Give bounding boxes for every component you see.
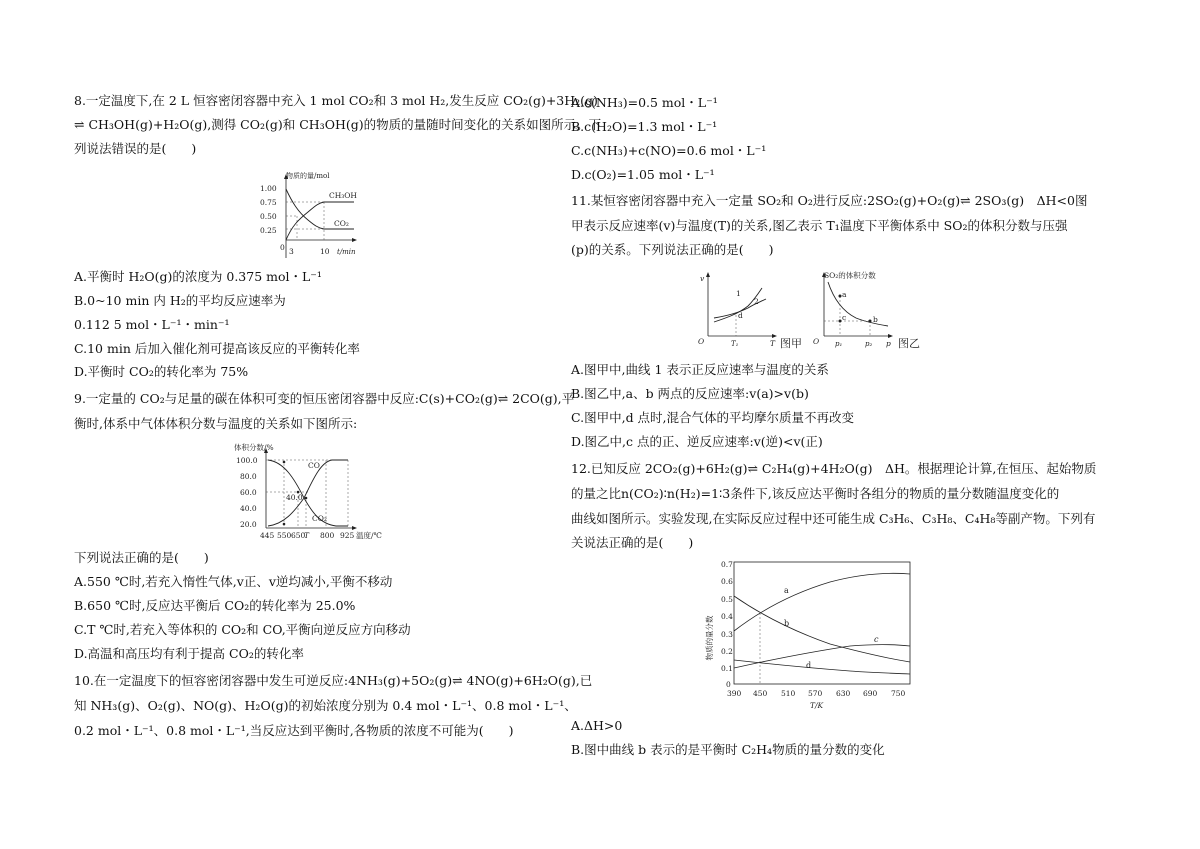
q12-ytick-01: 0.1 (721, 664, 733, 673)
q11-option-d: D.图乙中,c 点的正、逆反应速率:v(逆)<v(正) (571, 434, 823, 449)
q8-xtick-10: 10 (320, 247, 330, 256)
q12-xtick-390: 390 (727, 689, 742, 698)
q8-ytick-025: 0.25 (260, 226, 277, 235)
q10-option-a: A.c(NH₃)=0.5 mol・L⁻¹ (571, 95, 718, 110)
q11-yi-x-arrow (888, 334, 893, 338)
q9-ytick-100: 100.0 (236, 456, 258, 465)
q12-curve-c (734, 645, 910, 669)
q11-stem-line-2: 甲表示反应速率(v)与温度(T)的关系,图乙表示 T₁温度下平衡体系中 SO₂的体积分数与压强 (571, 218, 1068, 233)
q10-option-c: C.c(NH₃)+c(NO)=0.6 mol・L⁻¹ (571, 143, 767, 158)
q9-y-label: 体积分数/% (234, 443, 274, 452)
q11-yi-p1: p₁ (835, 340, 843, 348)
q12-ytick-06: 0.6 (721, 577, 733, 586)
q10-stem-line-3: 0.2 mol・L⁻¹、0.8 mol・L⁻¹,当反应达到平衡时,各物质的浓度不可能为( ) (74, 723, 514, 738)
q12-xtick-510: 510 (781, 689, 796, 698)
q9-figure (228, 440, 388, 542)
q9-xtick-925: 925 (340, 531, 355, 540)
q12-label-c: c (874, 635, 879, 644)
q9-stem-line-2: 衡时,体系中气体体积分数与温度的关系如下图所示: (74, 416, 358, 431)
q8-option-b-cont: 0.112 5 mol・L⁻¹・min⁻¹ (74, 317, 230, 332)
q8-option-c: C.10 min 后加入催化剂可提高该反应的平衡转化率 (74, 341, 360, 356)
q11-jia-caption: 图甲 (780, 337, 802, 350)
q9-ytick-20: 20.0 (240, 520, 257, 529)
q9-xtick-650: 650 (291, 531, 306, 540)
q8-ytick-050: 0.50 (260, 212, 277, 221)
q11-jia-x-arrow (772, 334, 777, 338)
q11-yi-y-label: SO₂的体积分数 (824, 271, 876, 280)
q9-xtick-800: 800 (320, 531, 335, 540)
q9-point-t (305, 497, 308, 500)
q11-stem-line-3: (p)的关系。下列说法正确的是( ) (571, 242, 774, 257)
q11-option-a: A.图甲中,曲线 1 表示正反应速率与温度的关系 (571, 362, 829, 377)
q11-yi-label-b: b (873, 315, 878, 324)
q12-stem-line-4: 关说法正确的是( ) (571, 535, 694, 550)
q12-x-label: T/K (810, 701, 824, 710)
q11-stem-line-1: 11.某恒容密闭容器中充入一定量 SO₂和 O₂进行反应:2SO₂(g)+O₂(g)⇌ 2SO₃(g) ΔH<0图 (571, 193, 1088, 208)
q12-label-a: a (784, 586, 789, 595)
q12-ytick-03: 0.3 (721, 630, 733, 639)
q11-yi-curve (828, 282, 888, 326)
q12-ytick-02: 0.2 (721, 647, 733, 656)
q10-option-b: B.c(H₂O)=1.3 mol・L⁻¹ (571, 119, 718, 134)
q11-jia-label-2: 2 (754, 297, 759, 306)
q8-x-label: t/min (337, 248, 356, 256)
q9-option-a: A.550 ℃时,若充入惰性气体,v正、v逆均减小,平衡不移动 (74, 574, 393, 589)
q12-ytick-04: 0.4 (721, 612, 733, 621)
q12-curve-b (734, 596, 910, 662)
q11-jia-y-arrow (706, 272, 710, 277)
q9-stem-line-1: 9.一定量的 CO₂与足量的碳在体积可变的恒压密闭容器中反应:C(s)+CO₂(g)⇌ 2CO(g),平 (74, 391, 575, 406)
q11-yi-origin: O (813, 337, 820, 346)
q12-xtick-450: 450 (753, 689, 768, 698)
q12-curve-a (734, 573, 910, 631)
q8-option-b: B.0~10 min 内 H₂的平均反应速率为 (74, 293, 286, 308)
q11-yi-label-a: a (842, 290, 847, 299)
q11-yi-point-b (869, 320, 872, 323)
q9-xtick-550: 550 (277, 531, 292, 540)
q12-label-d: d (806, 661, 812, 670)
q11-jia-y-label: v (700, 274, 705, 283)
q12-stem-line-2: 的量之比n(CO₂)∶n(H₂)=1∶3条件下,该反应达平衡时各组分的物质的量分数随温度变化的 (571, 486, 1060, 501)
q9-ytick-40: 40.0 (240, 504, 257, 513)
q8-label-co2: CO₂ (334, 219, 349, 228)
q12-figure (700, 556, 920, 712)
q10-stem-line-2: 知 NH₃(g)、O₂(g)、NO(g)、H₂O(g)的初始浓度分别为 0.4 mol・L⁻¹、0.8 mol・L⁻¹、 (74, 698, 577, 713)
q12-ytick-07: 0.7 (721, 560, 733, 569)
q10-option-d: D.c(O₂)=1.05 mol・L⁻¹ (571, 167, 715, 182)
q11-option-b: B.图乙中,a、b 两点的反应速率:v(a)>v(b) (571, 386, 809, 401)
q12-xtick-570: 570 (808, 689, 823, 698)
q8-origin: 0 (280, 243, 285, 252)
q8-ytick-075: 0.75 (260, 198, 277, 207)
q9-x-label: 温度/℃ (356, 531, 382, 540)
q11-jia-label-d: d (738, 311, 743, 320)
q9-prompt: 下列说法正确的是( ) (74, 550, 209, 565)
q11-yi-p2: p₂ (865, 340, 873, 348)
q11-yi-label-c: c (842, 313, 847, 322)
q9-option-d: D.高温和高压均有利于提高 CO₂的转化率 (74, 646, 304, 661)
q8-stem-line-1: 8.一定温度下,在 2 L 恒容密闭容器中充入 1 mol CO₂和 3 mol H₂,发生反应 CO₂(g)+3H₂(g) (74, 93, 598, 108)
q9-option-b: B.650 ℃时,反应达平衡后 CO₂的转化率为 25.0% (74, 598, 356, 613)
q8-y-label: 物质的量/mol (286, 172, 330, 180)
q11-jia-t1: T₁ (731, 340, 739, 348)
q9-label-co2: CO₂ (312, 514, 327, 523)
q12-y-label: 物质的量分数 (705, 615, 714, 661)
q8-option-a: A.平衡时 H₂O(g)的浓度为 0.375 mol・L⁻¹ (74, 269, 322, 284)
q12-option-b: B.图中曲线 b 表示的是平衡时 C₂H₄物质的量分数的变化 (571, 742, 885, 757)
q9-point-550-co (283, 523, 286, 526)
q9-x-arrow (352, 526, 357, 530)
q8-ytick-100: 1.00 (260, 184, 277, 193)
q12-stem-line-1: 12.已知反应 2CO₂(g)+6H₂(g)⇌ C₂H₄(g)+4H₂O(g) ΔH。根据理论计算,在恒压、起始物质 (571, 461, 1097, 476)
q8-figure (252, 168, 362, 264)
q11-figures (694, 266, 934, 352)
q12-xtick-690: 690 (863, 689, 878, 698)
q8-label-ch3oh: CH₃OH (329, 191, 357, 200)
q9-ytick-60: 60.0 (240, 488, 257, 497)
q11-jia-label-1: 1 (736, 289, 741, 298)
q9-ytick-80: 80.0 (240, 472, 257, 481)
q12-xtick-630: 630 (836, 689, 851, 698)
q12-stem-line-3: 曲线如图所示。实验发现,在实际反应过程中还可能生成 C₃H₆、C₃H₈、C₄H₈等副产物。下列有 (571, 511, 1096, 526)
q8-stem-line-2: ⇌ CH₃OH(g)+H₂O(g),测得 CO₂(g)和 CH₃OH(g)的物质的量随时间变化的关系如图所示。下 (74, 117, 602, 132)
q9-point-550-co2 (283, 461, 286, 464)
q8-x-arrow (352, 238, 357, 242)
q10-stem-line-1: 10.在一定温度下的恒容密闭容器中发生可逆反应:4NH₃(g)+5O₂(g)⇌ 4NO(g)+6H₂O(g),已 (74, 673, 593, 688)
q8-option-d: D.平衡时 CO₂的转化率为 75% (74, 364, 249, 379)
q12-plot-frame (734, 562, 910, 684)
q9-label-40: 40.0 (286, 493, 303, 502)
q11-yi-x-label: p (886, 339, 891, 348)
q8-xtick-3: 3 (289, 247, 294, 256)
q11-jia-origin: O (698, 337, 705, 346)
q12-ytick-05: 0.5 (721, 595, 733, 604)
q11-option-c: C.图甲中,d 点时,混合气体的平均摩尔质量不再改变 (571, 410, 855, 425)
q9-xtick-445: 445 (260, 531, 275, 540)
q12-option-a: A.ΔH>0 (571, 718, 623, 733)
q9-xtick-t: T (304, 531, 310, 540)
q12-xtick-750: 750 (891, 689, 906, 698)
q9-option-c: C.T ℃时,若充入等体积的 CO₂和 CO,平衡向逆反应方向移动 (74, 622, 411, 637)
q12-ytick-0: 0 (726, 680, 731, 689)
q12-label-b: b (784, 619, 790, 628)
q9-label-co: CO (308, 461, 320, 470)
q11-jia-x-label: T (770, 339, 776, 348)
q8-stem-line-3: 列说法错误的是( ) (74, 141, 197, 156)
q11-yi-caption: 图乙 (898, 337, 920, 350)
